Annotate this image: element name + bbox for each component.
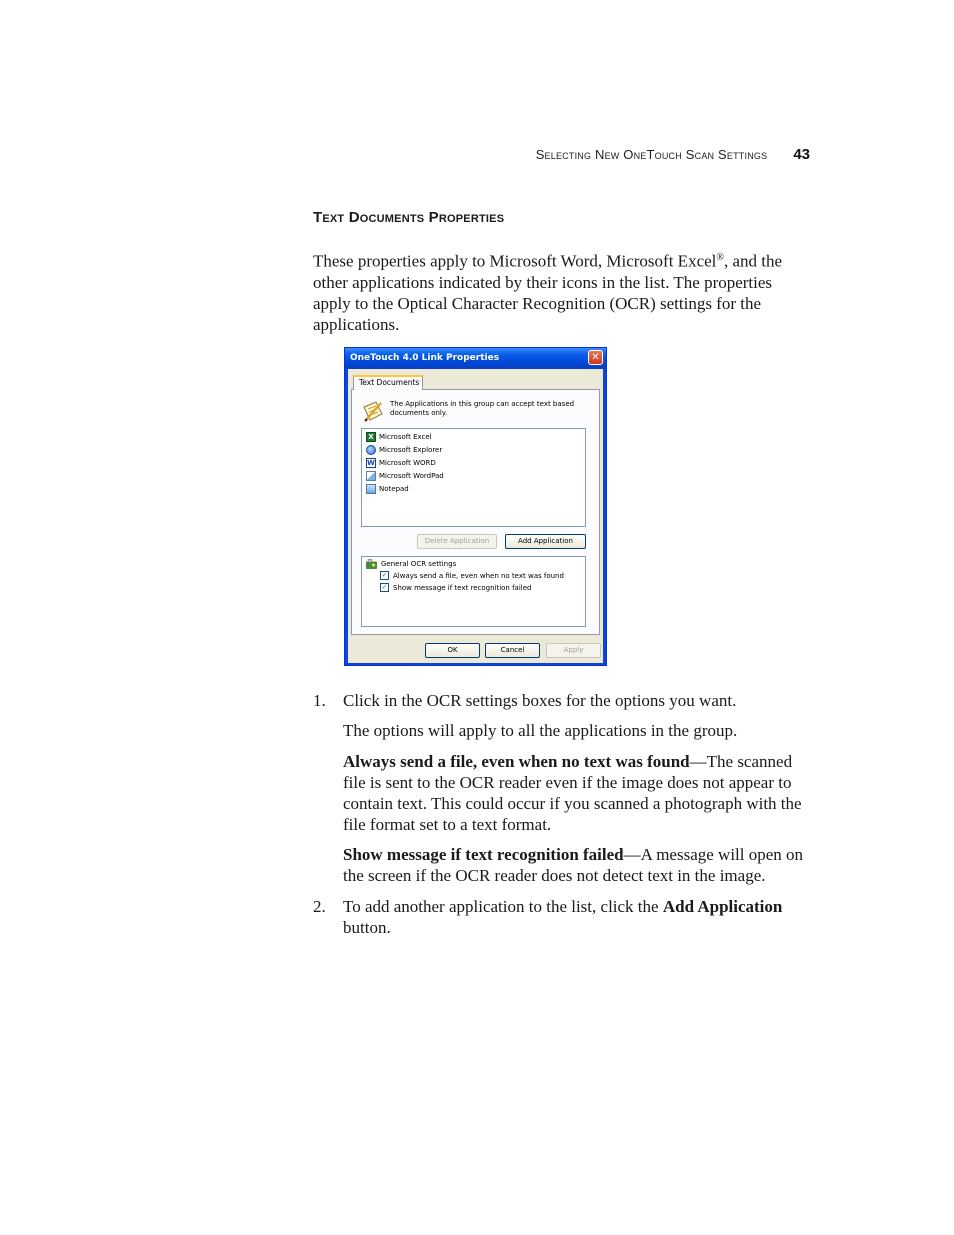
dialog-client-area [348,369,603,663]
app-label: Microsoft WORD [379,459,436,467]
step-number: 2. [313,897,326,916]
always-send-term: Always send a file, even when no text was found [343,752,690,771]
list-item-microsoft-explorer[interactable] [366,444,442,456]
ocr-option-label: Always send a file, even when no text was found [393,571,564,580]
ocr-group-label: General OCR settings [381,560,457,568]
intro-part1: These properties apply to Microsoft Word, Microsoft Excel [313,251,717,271]
list-item-microsoft-excel[interactable] [366,431,432,443]
checkbox-show-message[interactable]: ✓ [381,583,388,591]
group-description: The Applications in this group can accept text based documents only. [390,400,575,417]
page-number: 43 [793,146,810,163]
ocr-settings-box [361,556,586,627]
close-icon: ✕ [591,352,600,363]
ocr-option-label: Show message if text recognition failed [393,583,532,592]
step-2-bold: Add Application [662,897,783,916]
ocr-settings-icon [366,559,377,569]
tab-panel [351,389,600,635]
apply-button[interactable]: Apply [546,643,601,658]
ocr-group-header [366,559,456,569]
add-application-button[interactable]: Add Application [505,534,586,549]
step-text: Click in the OCR settings boxes for the options you want. [343,691,737,710]
app-label: Microsoft WordPad [379,472,444,480]
section-heading: Text Documents Properties [313,209,505,226]
step-2-before: To add another application to the list, click the [343,897,663,916]
list-item-microsoft-word[interactable] [366,457,436,469]
internet-explorer-icon [366,445,376,455]
always-send-description [343,751,809,835]
step-text [343,896,811,938]
text-documents-icon [361,399,385,423]
show-message-term: Show message if text recognition failed [343,845,624,864]
ocr-option-show-message[interactable] [380,583,532,592]
app-label: Microsoft Explorer [379,446,443,454]
cancel-button[interactable]: Cancel [485,643,540,658]
wordpad-icon [366,471,376,481]
registered-mark: ® [716,252,724,263]
ok-button[interactable]: OK [425,643,480,658]
application-list[interactable] [361,428,586,527]
checkbox-always-send[interactable]: ✓ [381,571,388,579]
always-send-text: —The scanned file is sent to the OCR reader even if the image does not appear to contain text. This could occur if you scanned a photograph with the file format set to a text format. [343,752,802,834]
tab-text-documents[interactable]: Text Documents [353,375,423,390]
list-item-notepad[interactable] [366,483,409,495]
show-message-description [343,844,809,886]
close-button[interactable] [588,350,603,365]
intro-part2: , and the other applications indicated by their icons in the list. The properties apply to the Optical Character Recognition (OCR) settings for the applications. [313,251,783,334]
app-label: Microsoft Excel [379,433,432,441]
step-1-note: The options will apply to all the applications in the group. [343,721,738,740]
notepad-icon [366,484,376,494]
link-properties-dialog [344,347,607,666]
delete-application-button[interactable]: Delete Application [417,534,497,549]
excel-icon: X [366,432,376,442]
intro-paragraph [313,247,808,335]
step-number: 1. [313,691,326,710]
dialog-title: OneTouch 4.0 Link Properties [350,353,500,363]
list-item-microsoft-wordpad[interactable] [366,470,444,482]
dialog-titlebar [345,348,606,369]
ocr-option-always-send[interactable] [380,571,564,580]
running-head-title: Selecting New OneTouch Scan Settings [535,147,768,162]
app-label: Notepad [379,485,409,493]
running-head [470,146,810,170]
show-message-text: —A message will open on the screen if the OCR reader does not detect text in the image. [343,845,804,885]
step-2-after: button. [343,918,391,937]
word-icon: W [367,459,375,467]
